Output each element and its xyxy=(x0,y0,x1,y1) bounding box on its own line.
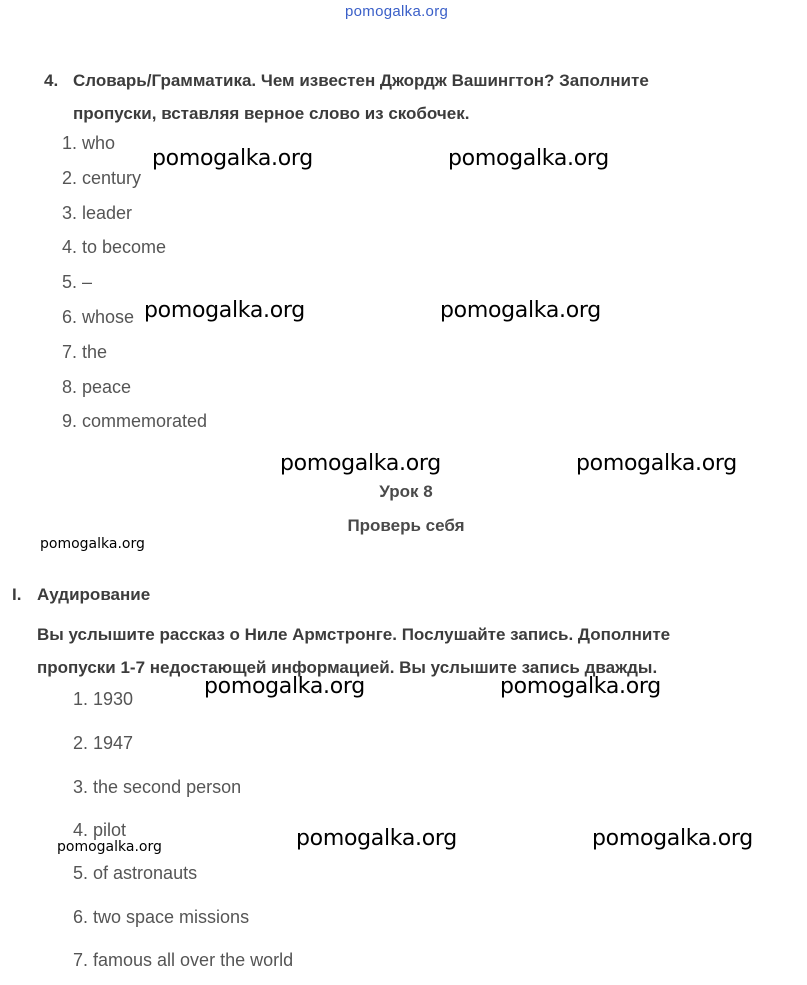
list-item: 6. two space missions xyxy=(73,907,250,927)
list-item: 3. the second person xyxy=(73,777,242,797)
list-item: 2. century xyxy=(62,168,142,188)
list-item: 7. famous all over the world xyxy=(73,950,294,970)
watermark: pomogalka.org xyxy=(204,674,365,699)
watermark-small: pomogalka.org xyxy=(40,536,145,552)
task-4-heading-line1: Словарь/Грамматика. Чем известен Джордж Вашингтон? Заполните xyxy=(73,71,649,90)
list-item: 5. – xyxy=(62,272,93,292)
watermark: pomogalka.org xyxy=(500,674,661,699)
section-1-label: I. xyxy=(12,585,22,604)
task-4-heading-line2: пропуски, вставляя верное слово из скобочек. xyxy=(73,104,470,123)
section-1-heading: Аудирование xyxy=(37,585,151,604)
list-item: 1. who xyxy=(62,133,116,153)
watermark: pomogalka.org xyxy=(448,146,609,171)
list-item: 9. commemorated xyxy=(62,411,208,431)
watermark: pomogalka.org xyxy=(152,146,313,171)
section-1-instructions xyxy=(37,618,800,684)
list-item: 5. of astronauts xyxy=(73,863,198,883)
watermark: pomogalka.org xyxy=(576,451,737,476)
lesson-subtitle: Проверь себя xyxy=(347,516,465,535)
header-site-link[interactable]: pomogalka.org xyxy=(345,3,449,20)
watermark: pomogalka.org xyxy=(592,826,753,851)
list-item: 8. peace xyxy=(62,377,132,397)
section-1-instructions-line1: Вы услышите рассказ о Ниле Армстронге. Послушайте запись. Дополните xyxy=(37,625,671,644)
list-item: 1. 1930 xyxy=(73,689,134,709)
section-1-instructions-line2: пропуски 1-7 недостающей информацией. Вы услышите запись дважды. xyxy=(37,658,658,677)
watermark-small: pomogalka.org xyxy=(57,839,162,855)
list-item: 4. pilot xyxy=(73,820,127,840)
watermark: pomogalka.org xyxy=(296,826,457,851)
list-item: 6. whose xyxy=(62,307,135,327)
watermark: pomogalka.org xyxy=(280,451,441,476)
list-item: 2. 1947 xyxy=(73,733,134,753)
watermark: pomogalka.org xyxy=(440,298,601,323)
list-item: 3. leader xyxy=(62,203,133,223)
lesson-title: Урок 8 xyxy=(379,482,433,501)
list-item: 7. the xyxy=(62,342,108,362)
task-4-heading xyxy=(44,64,800,130)
watermark: pomogalka.org xyxy=(144,298,305,323)
list-item: 4. to become xyxy=(62,237,167,257)
task-4-number: 4. xyxy=(44,71,59,90)
